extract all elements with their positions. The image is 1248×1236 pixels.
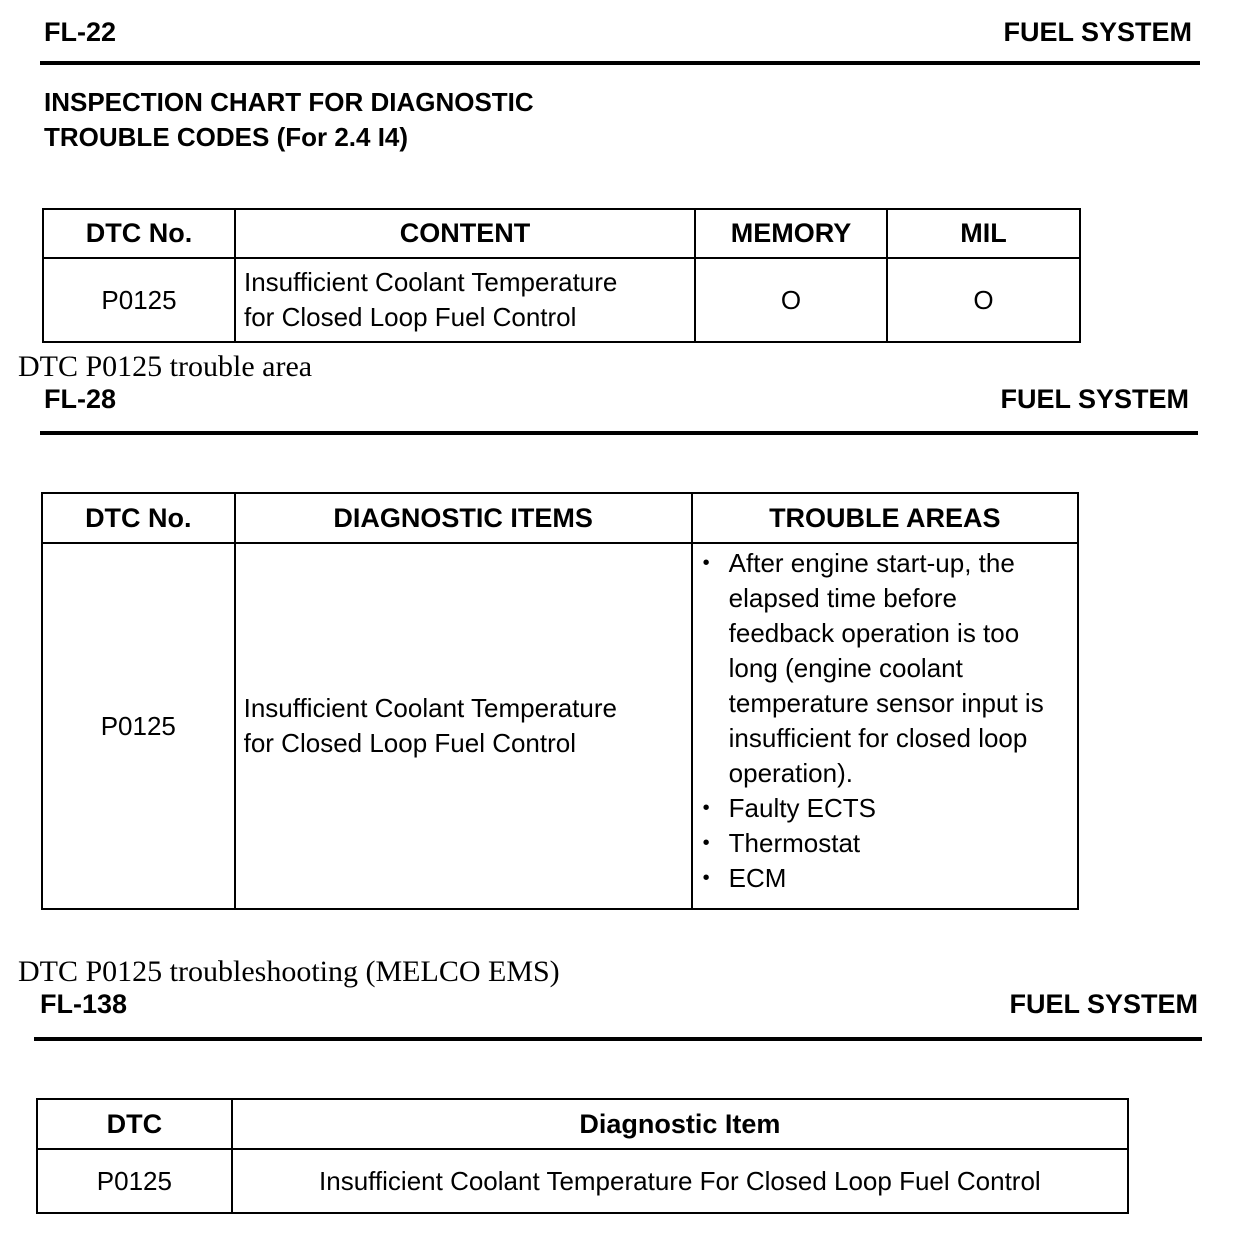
header-rule — [40, 431, 1198, 435]
table-header-row — [42, 493, 1078, 543]
list-item: • ECM — [703, 861, 1069, 896]
mil-mark: O — [887, 258, 1080, 342]
caption-troubleshooting: DTC P0125 troubleshooting (MELCO EMS) — [18, 955, 560, 988]
diagnostic-item-table — [36, 1098, 1129, 1214]
list-item: • Thermostat — [703, 826, 1069, 861]
col-header-dtc: DTC No. — [43, 209, 235, 258]
header-rule — [34, 1037, 1202, 1041]
col-header-dtc: DTC No. — [42, 493, 235, 543]
col-header-diagnostic-item: Diagnostic Item — [232, 1099, 1128, 1149]
page-title — [44, 85, 534, 155]
page-label-fl138: FL-138 — [40, 989, 128, 1019]
col-header-content: CONTENT — [235, 209, 695, 258]
col-header-dtc: DTC — [37, 1099, 232, 1149]
title-line-2: TROUBLE CODES (For 2.4 I4) — [44, 122, 409, 152]
trouble-areas-list — [693, 544, 1077, 896]
dtc-code: P0125 — [42, 543, 235, 909]
memory-mark: O — [695, 258, 887, 342]
section-label-fuel-system: FUEL SYSTEM — [1003, 17, 1192, 47]
diagnostic-item-text: Insufficient Coolant Temperature For Closed Loop Fuel Control — [232, 1149, 1128, 1213]
table-row — [42, 543, 1078, 909]
table-row — [43, 258, 1080, 342]
content-cell — [235, 258, 695, 342]
section-label-fuel-system: FUEL SYSTEM — [1009, 989, 1198, 1019]
trouble-areas-table — [41, 492, 1079, 910]
page-label-fl22: FL-22 — [44, 17, 117, 47]
col-header-trouble-areas: TROUBLE AREAS — [692, 493, 1078, 543]
item-line-2: for Closed Loop Fuel Control — [243, 728, 577, 758]
trouble-areas-cell — [692, 543, 1078, 909]
col-header-diagnostic-items: DIAGNOSTIC ITEMS — [235, 493, 692, 543]
table-row — [37, 1149, 1128, 1213]
col-header-memory: MEMORY — [695, 209, 887, 258]
title-line-1: INSPECTION CHART FOR DIAGNOSTIC — [44, 87, 534, 117]
content-line-2: for Closed Loop Fuel Control — [244, 302, 577, 332]
page-label-fl28: FL-28 — [44, 384, 117, 414]
inspection-chart-table — [42, 208, 1081, 343]
list-item: • Faulty ECTS — [703, 791, 1069, 826]
list-item: • After engine start-up, the elapsed time before feedback operation is too long (engine coolant temperature sensor input is insufficient for closed loop operation). — [703, 546, 1069, 791]
content-line-1: Insufficient Coolant Temperature — [244, 267, 618, 297]
section-label-fuel-system: FUEL SYSTEM — [1000, 384, 1189, 414]
dtc-code: P0125 — [43, 258, 235, 342]
col-header-mil: MIL — [887, 209, 1080, 258]
dtc-code: P0125 — [37, 1149, 232, 1213]
diagnostic-item-cell — [235, 543, 692, 909]
table-header-row — [43, 209, 1080, 258]
header-rule — [40, 61, 1200, 65]
caption-trouble-area: DTC P0125 trouble area — [18, 350, 313, 383]
table-header-row — [37, 1099, 1128, 1149]
item-line-1: Insufficient Coolant Temperature — [243, 693, 617, 723]
